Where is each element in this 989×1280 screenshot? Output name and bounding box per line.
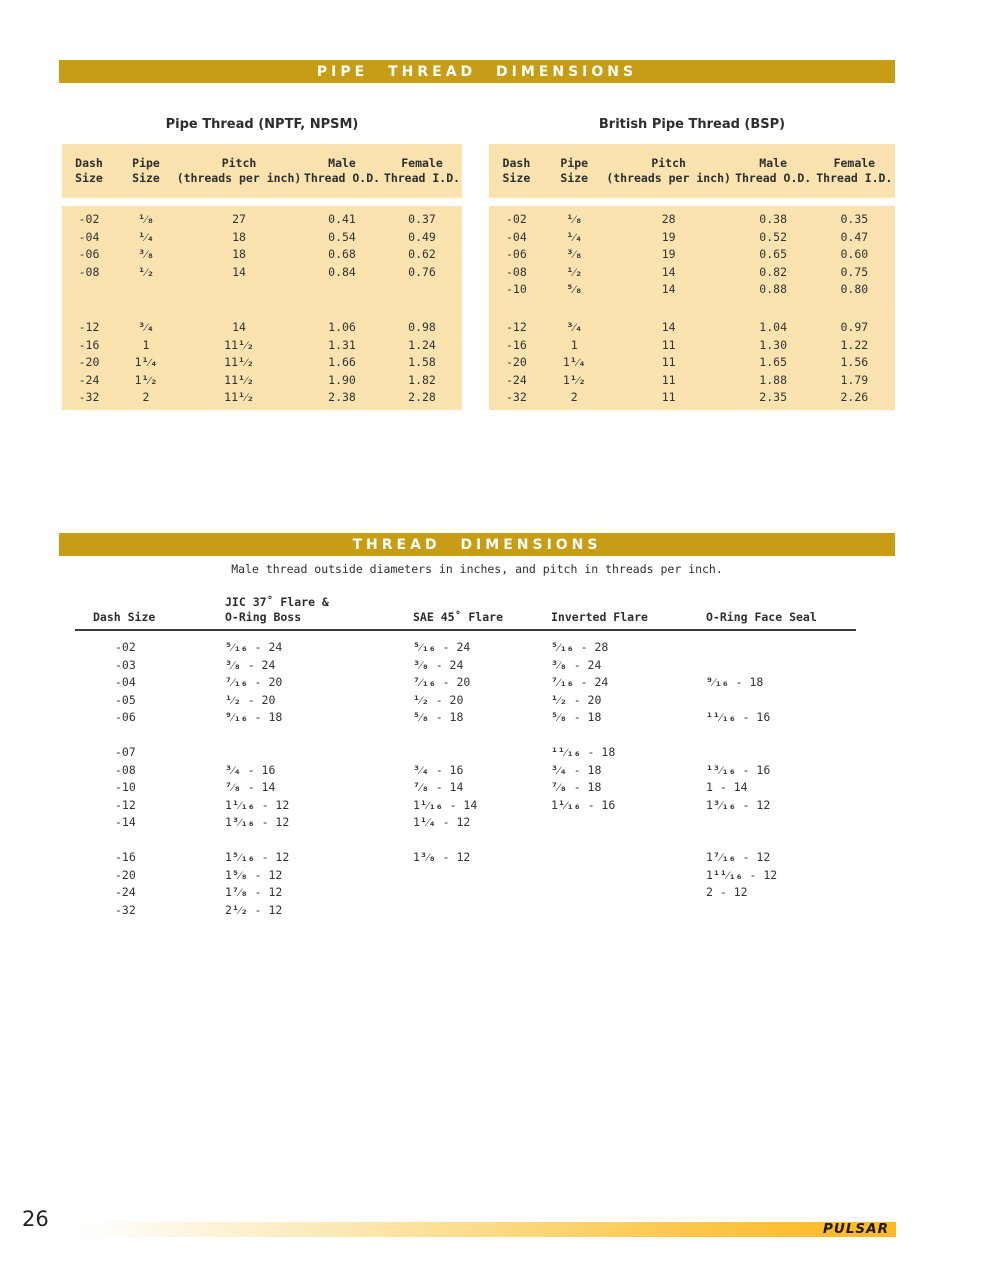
column-header: Dash Size (75, 156, 103, 185)
table-row (75, 849, 856, 867)
table-row (75, 867, 856, 885)
table-row (489, 264, 895, 282)
table-row (75, 639, 856, 657)
section-header-pipe-thread-dimensions (59, 60, 895, 83)
table-cell: 2.28 (408, 390, 436, 405)
table-cell: 2.38 (328, 390, 356, 405)
table-cell: ³⁄₈ - 24 (551, 657, 602, 672)
table-cell: ³⁄₄ (138, 319, 154, 334)
page-number: 26 (22, 1207, 49, 1231)
table-cell: -10 (506, 282, 527, 297)
table-cell: 14 (661, 319, 676, 334)
table-cell: 1.82 (408, 372, 436, 387)
table-cell: 11 (661, 390, 676, 405)
table-cell (696, 639, 856, 657)
thread-dimensions-table (75, 585, 856, 919)
table-cell: 0.98 (408, 319, 436, 334)
table-cell: ¹¹⁄₁₆ - 16 (706, 710, 771, 725)
table-row (75, 657, 856, 675)
table-cell: 1.24 (408, 337, 436, 352)
table-cell: -02 (506, 212, 527, 226)
table-cell: 1.79 (840, 372, 869, 387)
pipe-thread-table-nptf-npsm (62, 115, 462, 410)
table-cell: 2 (142, 390, 150, 405)
table-row (75, 902, 856, 920)
table-cell: ¹³⁄₁₆ - 16 (706, 762, 771, 777)
table-cell: 1¹⁄₁₆ - 12 (225, 797, 290, 812)
table-cell: -12 (506, 319, 527, 334)
thread-dimensions-subtitle: Male thread outside diameters in inches, and pitch in threads per inch. (231, 562, 723, 576)
table-cell (405, 744, 541, 762)
column-header: Pipe Size (132, 156, 160, 185)
table-cell: 18 (232, 229, 246, 244)
table-cell: 1¹⁄₂ (562, 372, 586, 387)
table-cell (696, 657, 856, 675)
column-header: Pitch (threads per inch) (176, 156, 302, 185)
table-cell: ⁵⁄₈ - 18 (413, 710, 464, 725)
table-row (489, 372, 895, 390)
table-cell: ⁷⁄₈ - 18 (551, 780, 602, 795)
table-cell: 11¹⁄₂ (224, 355, 254, 370)
table-cell: ⁷⁄₈ - 14 (225, 780, 276, 795)
table-row (62, 229, 462, 247)
section-title: PIPE THREAD DIMENSIONS (316, 64, 638, 80)
table-cell: 1.06 (328, 319, 356, 334)
table-cell: 11¹⁄₂ (224, 372, 254, 387)
table-cell: 0.88 (759, 282, 787, 297)
table-cell: 1.66 (328, 355, 356, 370)
table-title: British Pipe Thread (BSP) (598, 117, 786, 132)
column-header: Male Thread O.D. (303, 156, 381, 185)
table-cell (405, 902, 541, 920)
table-cell: -20 (78, 355, 100, 370)
table-cell: ¹⁄₂ (138, 264, 154, 279)
table-cell: -12 (78, 319, 100, 334)
table-cell (541, 884, 696, 902)
row-group-gap (75, 727, 856, 744)
table-cell: ⁷⁄₁₆ - 20 (225, 675, 283, 690)
table-cell: 1⁵⁄₁₆ - 12 (225, 849, 290, 864)
table-cell: 1.88 (759, 372, 787, 387)
table-cell: 1.90 (328, 372, 356, 387)
row-group-gap (489, 299, 895, 319)
table-cell: 1 (142, 337, 150, 352)
column-header: Pipe Size (560, 156, 589, 185)
table-cell: 19 (661, 229, 676, 244)
table-cell: 0.35 (840, 212, 869, 226)
column-header: JIC 37˚ Flare & O-Ring Boss (225, 595, 329, 624)
table-cell: ⁵⁄₁₆ - 24 (413, 640, 471, 654)
table-cell (302, 281, 382, 299)
table-cell (541, 849, 696, 867)
table-cell: 19 (661, 247, 676, 262)
table-cell: 0.47 (840, 229, 869, 244)
table-row (62, 389, 462, 407)
table-cell: -16 (78, 337, 100, 352)
table-cell: -08 (506, 264, 527, 279)
table-row (75, 884, 856, 902)
table-row (62, 319, 462, 337)
row-group-gap (62, 299, 462, 319)
table-row (75, 692, 856, 710)
table-cell: -05 (115, 692, 136, 707)
table-cell: -08 (115, 762, 136, 777)
footer-gradient-bar (80, 1222, 896, 1237)
table-cell (696, 814, 856, 832)
table-body (75, 639, 856, 919)
table-cell: ¹⁄₈ (138, 212, 154, 226)
table-cell: 1¹⁄₁₆ - 16 (551, 797, 616, 812)
table-row (62, 246, 462, 264)
table-cell: ⁵⁄₈ - 18 (551, 710, 602, 725)
table-header-row (75, 585, 856, 631)
table-cell: -08 (78, 264, 100, 279)
table-cell: 0.41 (328, 212, 356, 226)
table-cell: 2 - 12 (706, 885, 748, 900)
table-cell: ¹⁄₈ (566, 212, 583, 226)
table-cell: 1 - 14 (706, 780, 748, 795)
table-row (489, 389, 895, 407)
table-row (75, 674, 856, 692)
table-cell: ⁷⁄₁₆ - 24 (551, 675, 609, 690)
table-cell: 1¹⁄₁₆ - 14 (413, 797, 478, 812)
table-cell: -02 (78, 212, 100, 226)
table-cell: -10 (115, 780, 136, 795)
table-row (75, 779, 856, 797)
table-cell: -24 (506, 372, 527, 387)
table-cell: 2.26 (840, 390, 869, 405)
table-cell: 1¹⁄₄ - 12 (413, 815, 471, 830)
table-cell: ⁵⁄₈ (566, 282, 583, 297)
table-cell: 14 (661, 282, 676, 297)
table-row (62, 337, 462, 355)
table-cell: 0.65 (759, 247, 787, 262)
table-cell: ⁷⁄₈ - 14 (413, 780, 464, 795)
column-header: SAE 45˚ Flare (413, 610, 504, 624)
table-body (489, 206, 895, 410)
table-cell: 0.80 (840, 282, 869, 297)
table-row (75, 744, 856, 762)
table-cell: 1.56 (840, 355, 869, 370)
table-cell: ¹⁄₄ (138, 229, 154, 244)
column-header: Dash Size (93, 610, 156, 624)
table-cell: ¹¹⁄₁₆ - 18 (551, 744, 616, 759)
row-group-gap (75, 832, 856, 849)
column-header: Inverted Flare (551, 610, 648, 624)
table-body (62, 206, 462, 410)
table-cell: 18 (232, 247, 246, 262)
table-cell: ³⁄₄ - 18 (551, 762, 602, 777)
section-title: THREAD DIMENSIONS (352, 537, 602, 553)
column-header: Pitch (threads per inch) (606, 156, 731, 185)
table-cell: ³⁄₈ (566, 247, 583, 262)
column-header: O-Ring Face Seal (706, 610, 817, 624)
table-cell (696, 744, 856, 762)
table-cell: 2 (570, 390, 578, 405)
table-cell: ³⁄₈ - 24 (225, 657, 276, 672)
table-row (62, 211, 462, 229)
table-cell: ⁵⁄₁₆ - 24 (225, 640, 283, 654)
table-cell: 1⁷⁄₁₆ - 12 (706, 849, 771, 864)
table-cell: 1.04 (759, 319, 787, 334)
table-cell: 1 (570, 337, 578, 352)
table-cell: -16 (506, 337, 527, 352)
table-cell: -06 (78, 247, 100, 262)
table-cell: 1¹⁄₂ (134, 372, 158, 387)
column-header: Dash Size (502, 156, 531, 185)
table-cell: 1⁵⁄₈ - 12 (225, 867, 283, 882)
table-cell: 1¹¹⁄₁₆ - 12 (706, 867, 778, 882)
table-cell (405, 884, 541, 902)
table-cell: -12 (115, 797, 136, 812)
table-row (62, 372, 462, 390)
table-cell: 0.49 (408, 229, 436, 244)
table-cell: 1¹⁄₄ (562, 355, 586, 370)
column-header: Male Thread O.D. (735, 156, 812, 185)
table-cell: 0.52 (759, 229, 787, 244)
table-cell: 14 (661, 264, 676, 279)
table-row (62, 264, 462, 282)
table-cell: 11¹⁄₂ (224, 337, 254, 352)
table-cell: -20 (506, 355, 527, 370)
table-cell: 2.35 (759, 390, 787, 405)
table-row (489, 246, 895, 264)
table-cell: 2¹⁄₂ - 12 (225, 902, 283, 917)
table-cell: -32 (506, 390, 527, 405)
table-header-row (62, 144, 462, 198)
table-cell (116, 281, 176, 299)
pipe-thread-table-bsp (489, 115, 895, 410)
table-cell: 0.76 (408, 264, 436, 279)
table-cell: -20 (115, 867, 136, 882)
table-row (62, 281, 462, 299)
table-row (489, 337, 895, 355)
table-cell: 0.97 (840, 319, 869, 334)
table-cell: 1⁷⁄₈ - 12 (225, 885, 283, 900)
table-cell: 11 (661, 372, 676, 387)
table-cell: 0.68 (328, 247, 356, 262)
table-cell: -32 (115, 902, 136, 917)
table-cell: 0.62 (408, 247, 436, 262)
table-cell: 11¹⁄₂ (224, 390, 254, 405)
table-cell (541, 814, 696, 832)
table-cell (176, 281, 302, 299)
table-cell: ³⁄₄ - 16 (225, 762, 276, 777)
table-cell: 27 (232, 212, 246, 226)
table-cell (382, 281, 462, 299)
table-cell: 1³⁄₈ - 12 (413, 849, 471, 864)
table-cell (405, 867, 541, 885)
table-cell: -03 (115, 657, 136, 672)
table-cell: ¹⁄₂ - 20 (413, 692, 464, 707)
table-cell: 0.38 (759, 212, 787, 226)
table-row (489, 281, 895, 299)
table-cell (696, 692, 856, 710)
table-cell (215, 744, 405, 762)
table-cell: -14 (115, 815, 136, 830)
table-row (75, 814, 856, 832)
table-row (489, 319, 895, 337)
table-cell: 11 (661, 337, 676, 352)
table-cell: 1³⁄₁₆ - 12 (225, 815, 290, 830)
section-header-thread-dimensions (59, 533, 895, 556)
table-cell: 1.31 (328, 337, 356, 352)
table-cell: -32 (78, 390, 100, 405)
table-cell: 0.84 (328, 264, 356, 279)
table-cell: -24 (115, 885, 136, 900)
table-cell: -04 (78, 229, 100, 244)
table-cell: 1.58 (408, 355, 436, 370)
table-cell: -07 (115, 744, 136, 759)
table-cell: ⁹⁄₁₆ - 18 (706, 675, 764, 690)
table-cell: -04 (115, 675, 136, 690)
table-cell: ¹⁄₂ - 20 (551, 692, 602, 707)
table-cell: 28 (661, 212, 676, 226)
table-cell (541, 902, 696, 920)
column-header: Female Thread I.D. (383, 156, 461, 185)
table-cell: 0.54 (328, 229, 356, 244)
table-cell: ³⁄₈ - 24 (413, 657, 464, 672)
table-cell: ⁷⁄₁₆ - 20 (413, 675, 471, 690)
table-cell: 14 (232, 264, 246, 279)
table-cell: 0.37 (408, 212, 436, 226)
table-cell: 0.75 (840, 264, 869, 279)
pulsar-logo: PULSAR (822, 1221, 889, 1237)
table-cell: 1³⁄₁₆ - 12 (706, 797, 771, 812)
table-cell: -02 (115, 640, 136, 654)
table-cell: -24 (78, 372, 100, 387)
table-row (489, 211, 895, 229)
table-cell: ³⁄₄ (566, 319, 583, 334)
table-header-row (489, 144, 895, 198)
table-cell: 1.65 (759, 355, 787, 370)
table-cell: 14 (232, 319, 246, 334)
table-row (489, 354, 895, 372)
table-cell: 0.82 (759, 264, 787, 279)
table-cell: -16 (115, 849, 136, 864)
table-row (75, 797, 856, 815)
table-row (489, 229, 895, 247)
table-cell (696, 902, 856, 920)
table-cell: ⁵⁄₁₆ - 28 (551, 640, 609, 654)
table-cell: 11 (661, 355, 676, 370)
table-cell: 1.22 (840, 337, 869, 352)
table-cell (62, 281, 116, 299)
table-cell: 0.60 (840, 247, 869, 262)
table-cell: ³⁄₈ (138, 247, 154, 262)
table-cell: ¹⁄₄ (566, 229, 583, 244)
table-row (75, 709, 856, 727)
table-cell (541, 867, 696, 885)
table-row (62, 354, 462, 372)
table-row (75, 762, 856, 780)
table-cell: -06 (115, 710, 136, 725)
table-cell: 1¹⁄₄ (134, 355, 158, 370)
table-title: Pipe Thread (NPTF, NPSM) (165, 117, 359, 132)
table-cell: ⁹⁄₁₆ - 18 (225, 710, 283, 725)
column-header: Female Thread I.D. (816, 156, 893, 185)
table-cell: ¹⁄₂ - 20 (225, 692, 276, 707)
table-cell: ³⁄₄ - 16 (413, 762, 464, 777)
table-cell: ¹⁄₂ (566, 264, 583, 279)
table-cell: 1.30 (759, 337, 787, 352)
table-cell: -06 (506, 247, 527, 262)
table-cell: -04 (506, 229, 527, 244)
